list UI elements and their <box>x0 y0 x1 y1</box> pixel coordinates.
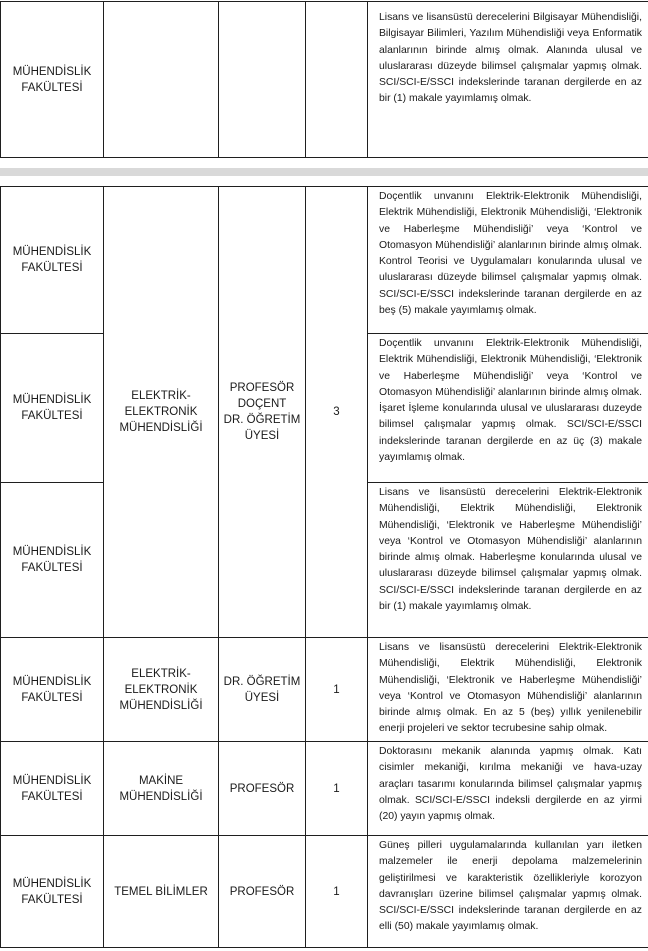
requirement-cell: Güneş pilleri uygulamalarında kullanılan yarı iletken malzemeler ile enerji depolama malzemelerinin geliştirilmesi ve karakteristik özellikleriyle korozyon davranışları üzerine bilimsel çalışmalar yapmış olmak. SCI/SCI-E/SSCI indekslerinde taranan dergilerde en az elli (50) makale yayımlamış olmak. <box>368 836 648 948</box>
title-cell: PROFESÖR <box>219 742 306 836</box>
title-cell: PROFESÖR DOÇENT DR. ÖĞRETİM ÜYESİ <box>219 187 306 638</box>
department-cell <box>104 2 219 158</box>
requirement-cell: Doktorasını mekanik alanında yapmış olmak. Katı cisimler mekaniği, kırılma mekaniği ve hava-uzay araçları tasarımı konularında bilimsel çalışmalar yapmış olmak. SCI/SCI-E/SSCI indeksli dergilerde en az yirmi (20) yayın yapmış olmak. <box>368 742 648 836</box>
page-separator <box>0 168 648 176</box>
count-cell <box>306 2 368 158</box>
count-cell: 1 <box>306 742 368 836</box>
department-cell: MAKİNE MÜHENDİSLİĞİ <box>104 742 219 836</box>
position-table-main <box>0 186 648 948</box>
faculty-cell: MÜHENDİSLİK FAKÜLTESİ <box>1 2 104 158</box>
position-table-top <box>0 1 648 158</box>
requirement-cell: Lisans ve lisansüstü derecelerini Elektrik-Elektronik Mühendisliği, Elektrik Mühendisliği, Elektronik Mühendisliği, ‘Elektronik ve Haberleşme Mühendisliği’ veya ‘Kontrol ve Otomasyon Mühendisliği’ alanlarının birinde almış olmak. En az 5 (beş) yıllık yenilenebilir enerji projeleri ve sektor tecrubesine sahip olmak. <box>368 638 648 742</box>
faculty-cell: MÜHENDİSLİK FAKÜLTESİ <box>1 187 104 334</box>
title-cell <box>219 2 306 158</box>
table-row <box>1 742 648 836</box>
department-cell: ELEKTRİK- ELEKTRONİK MÜHENDİSLİĞİ <box>104 187 219 638</box>
title-cell: DR. ÖĞRETİM ÜYESİ <box>219 638 306 742</box>
count-cell: 1 <box>306 836 368 948</box>
count-cell: 1 <box>306 638 368 742</box>
count-cell: 3 <box>306 187 368 638</box>
faculty-cell: MÜHENDİSLİK FAKÜLTESİ <box>1 742 104 836</box>
title-cell: PROFESÖR <box>219 836 306 948</box>
requirement-cell: Doçentlik unvanını Elektrik-Elektronik Mühendisliği, Elektrik Mühendisliği, Elektronik Mühendisliği, ‘Elektronik ve Haberleşme Mühendisliği’ veya ‘Kontrol ve Otomasyon Mühendisliği’ alanlarının birinde almış olmak. Kontrol Teorisi ve Uygulamaları konularında ulusal ve uluslararası düzeyde bilimsel çalışmalar yapmış olmak. SCI/SCI-E/SSCI indekslerinde taranan dergilerde en az beş (5) makale yayımlamış olmak. <box>368 187 648 334</box>
requirement-cell: Lisans ve lisansüstü derecelerini Bilgisayar Mühendisliği, Bilgisayar Bilimleri, Yazılım Mühendisliği veya Enformatik alanlarının birinde almış olmak. Alanında ulusal ve uluslararası düzeyde bilimsel çalışmalar yapmış olmak. SCI/SCI-E/SSCI indekslerinde taranan dergilerde en az bir (1) makale yayımlamış olmak. <box>368 2 648 158</box>
department-cell: TEMEL BİLİMLER <box>104 836 219 948</box>
requirement-cell: Lisans ve lisansüstü derecelerini Elektrik-Elektronik Mühendisliği, Elektrik Mühendisliği, Elektronik Mühendisliği, ‘Elektronik ve Haberleşme Mühendisliği’ veya ‘Kontrol ve Otomasyon Mühendisliği’ alanlarının birinde almış olmak. Haberleşme konularında ulusal ve uluslararası düzeyde bilimsel çalışmalar yapmış olmak. SCI/SCI-E/SSCI indekslerinde taranan dergilerde en az bir (1) makale yayımlamış olmak. <box>368 483 648 638</box>
department-cell: ELEKTRİK- ELEKTRONİK MÜHENDİSLİĞİ <box>104 638 219 742</box>
table-row <box>1 638 648 742</box>
requirement-cell: Doçentlik unvanını Elektrik-Elektronik Mühendisliği, Elektrik Mühendisliği, Elektronik Mühendisliği, ‘Elektronik ve Haberleşme Mühendisliği’ veya ‘Kontrol ve Otomasyon Mühendisliği’ alanlarının birinde almış olmak. İşaret İşleme konularında ulusal ve uluslararası duzeyde bilimsel çalışmalar yapmış olmak. SCI/SCI-E/SSCI indekslerinde taranan dergilerde en az üç (3) makale yayımlamış olmak. <box>368 334 648 483</box>
faculty-cell: MÜHENDİSLİK FAKÜLTESİ <box>1 483 104 638</box>
faculty-cell: MÜHENDİSLİK FAKÜLTESİ <box>1 334 104 483</box>
table-row <box>1 187 648 334</box>
faculty-cell: MÜHENDİSLİK FAKÜLTESİ <box>1 836 104 948</box>
table-row <box>1 836 648 948</box>
faculty-cell: MÜHENDİSLİK FAKÜLTESİ <box>1 638 104 742</box>
table-row <box>1 2 648 158</box>
